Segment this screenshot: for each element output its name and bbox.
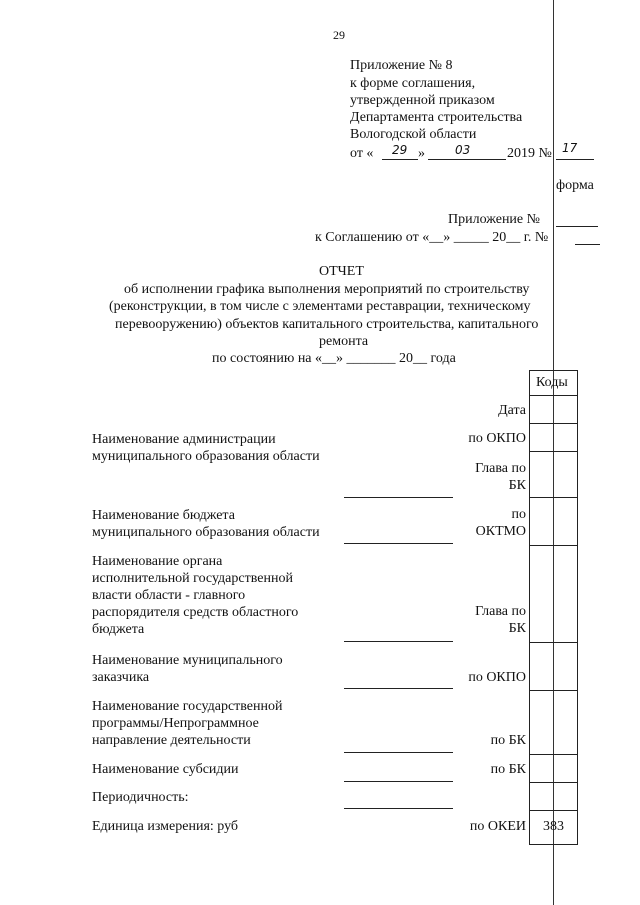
organ-line-4: распорядителя средств областного <box>92 605 299 620</box>
annex-line-2: к форме соглашения, <box>350 76 476 91</box>
subtitle-line-3: перевооружению) объектов капитального строительства, капитального <box>115 317 539 332</box>
report-title: ОТЧЕТ <box>319 264 364 279</box>
annex-line-1: Приложение № 8 <box>350 58 453 73</box>
okpo-label-2: по ОКПО <box>468 670 526 685</box>
admin-label-2: муниципального образования области <box>92 449 320 464</box>
program-line-3: направление деятельности <box>92 733 251 748</box>
organ-line-1: Наименование органа <box>92 554 223 569</box>
as-of-line: по состоянию на «__» _______ 20__ года <box>212 351 456 366</box>
program-line-1: Наименование государственной <box>92 699 283 714</box>
codes-header: Коды <box>536 375 568 390</box>
subtitle-line-1: об исполнении графика выполнения мероприятий по строительству <box>124 282 530 297</box>
page-number: 29 <box>333 28 345 42</box>
glava-bk-2a: Глава по <box>475 604 526 619</box>
oktmo-b: ОКТМО <box>475 524 526 539</box>
annex-date-day: 29 <box>392 143 408 157</box>
admin-label-1: Наименование администрации <box>92 432 276 447</box>
customer-line-2: заказчика <box>92 670 150 685</box>
annex-date-prefix: от « <box>350 146 374 161</box>
annex-date-number: 17 <box>562 141 578 155</box>
organ-line-5: бюджета <box>92 622 145 637</box>
periodicity-label: Периодичность: <box>92 790 189 805</box>
okei-code: 383 <box>543 819 564 834</box>
annex-date-month: 03 <box>455 143 471 157</box>
agreement-annex-line-2: к Соглашению от «__» _____ 20__ г. № <box>315 230 549 245</box>
organ-line-2: исполнительной государственной <box>92 571 293 586</box>
customer-line-1: Наименование муниципального <box>92 653 283 668</box>
bk-label-2: по БК <box>490 762 526 777</box>
glava-bk-1b: БК <box>508 478 526 493</box>
oktmo-a: по <box>511 507 526 522</box>
forma-label: форма <box>556 178 594 193</box>
annex-date-mid: » <box>418 146 425 161</box>
row-date-label: Дата <box>498 403 526 418</box>
budget-label-2: муниципального образования области <box>92 525 320 540</box>
glava-bk-2b: БК <box>508 621 526 636</box>
annex-line-5: Вологодской области <box>350 127 477 142</box>
organ-line-3: власти области - главного <box>92 588 246 603</box>
subsidy-label: Наименование субсидии <box>92 762 239 777</box>
annex-line-3: утвержденной приказом <box>350 93 495 108</box>
annex-date-year: 2019 № <box>507 146 552 161</box>
budget-label-1: Наименование бюджета <box>92 508 235 523</box>
subtitle-line-4: ремонта <box>319 334 369 349</box>
okpo-label-1: по ОКПО <box>468 431 526 446</box>
agreement-annex-line-1: Приложение № <box>448 212 540 227</box>
unit-label: Единица измерения: руб <box>92 819 239 834</box>
bk-label-1: по БК <box>490 733 526 748</box>
subtitle-line-2: (реконструкции, в том числе с элементами реставрации, техническому <box>109 299 531 314</box>
annex-line-4: Департамента строительства <box>350 110 523 125</box>
okei-label: по ОКЕИ <box>469 819 526 834</box>
glava-bk-1a: Глава по <box>475 461 526 476</box>
program-line-2: программы/Непрограммное <box>92 716 259 731</box>
